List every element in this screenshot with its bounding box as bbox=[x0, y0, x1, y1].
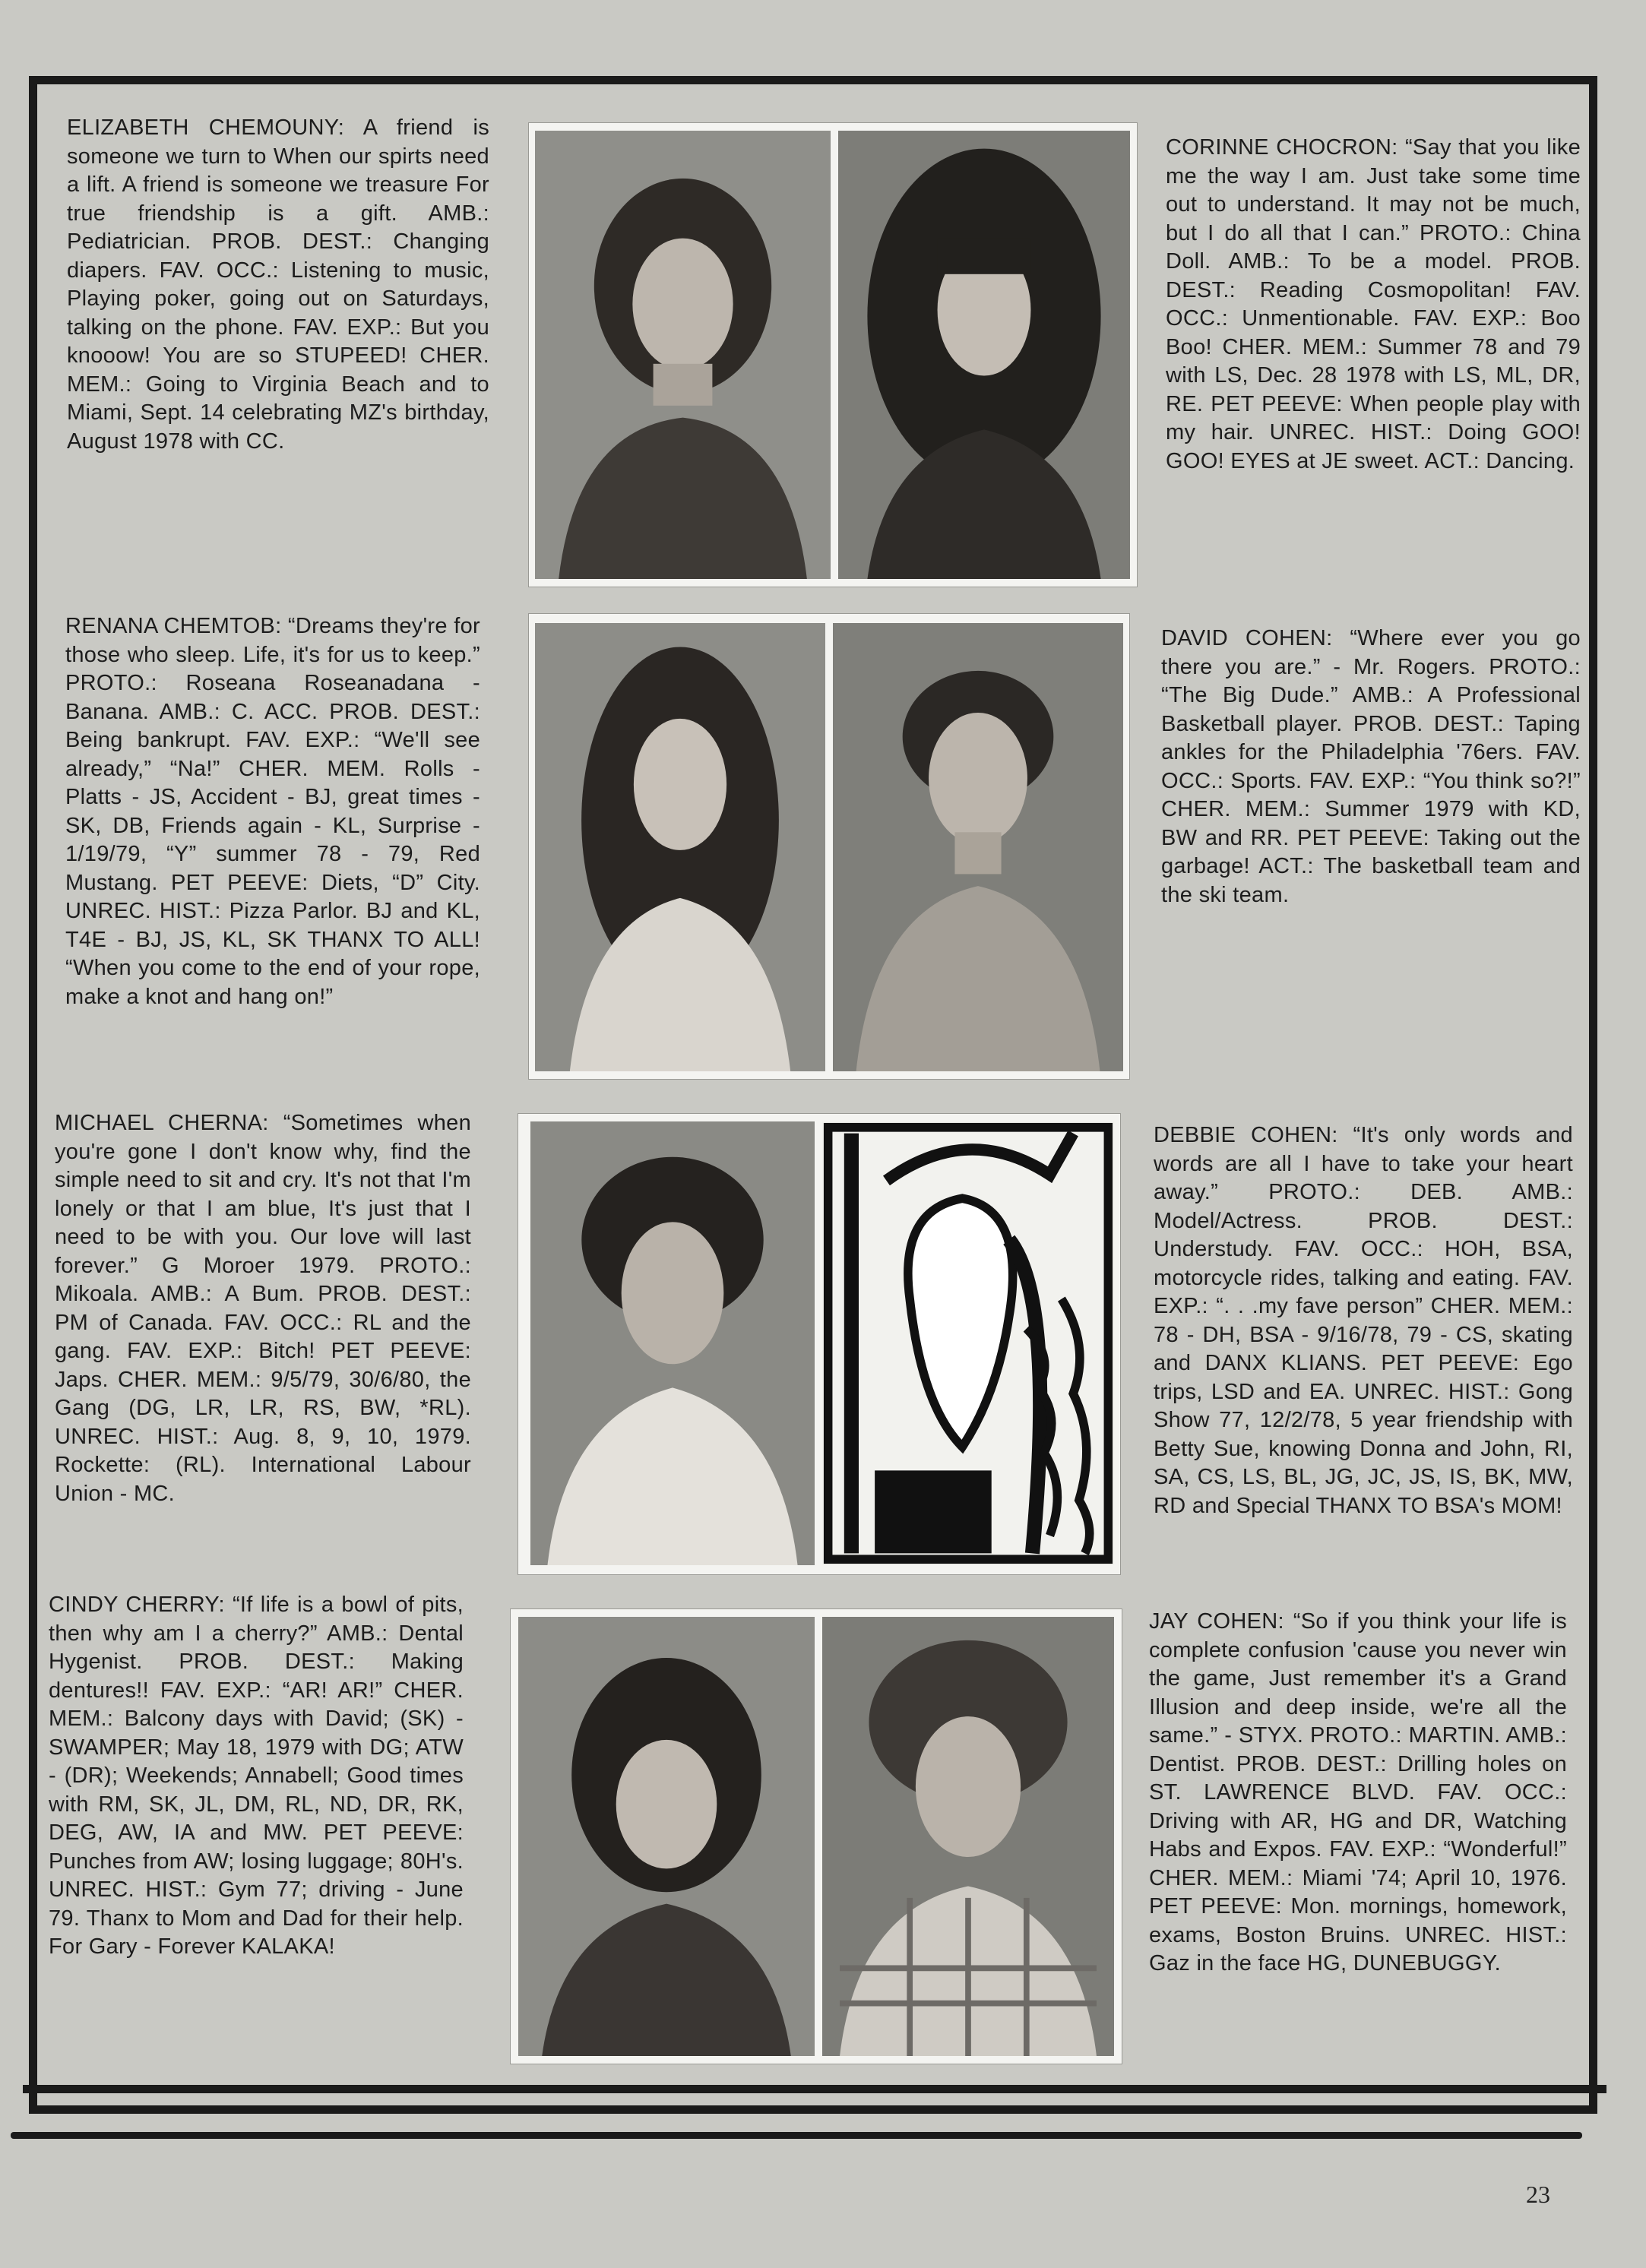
bio-renana-chemtob: RENANA CHEMTOB: “Dreams they're for those who sleep. Life, it's for us to keep.” PROTO.: Roseana Roseanadana - Banana. AMB.: C. ACC. PROB. DEST.: Being bankrupt. FAV. EXP.: “We'll see already,” “Na!” CHER. MEM. Rolls - Platts - JS, Accident - BJ, great times - SK, DB, Friends again - KL, Surprise - 1/19/79, “Y” summer 78 - 79, Red Mustang. PET PEEVE: Diets, “D” City. UNREC. HIST.: Pizza Parlor. BJ and KL, T4E - BJ, JS, KL, SK THANX TO ALL! “When you come to the end of your rope, make a knot and hang on!” bbox=[65, 614, 480, 1009]
bio-jay-cohen: JAY COHEN: “So if you think your life is complete confusion 'cause you never win the game, Just remember it's a Grand Illusion and deep inside, we're all the same.” - STYX. PROTO.: MARTIN. AMB.: Dentist. PROB. DEST.: Drilling holes on ST. LAWRENCE BLVD. FAV. OCC.: Driving with AR, HG and DR, Watching Habs and Expos. FAV. EXP.: “Wonderful!” CHER. MEM.: Miami '74; April 10, 1976. PET PEEVE: Mon. mornings, homework, exams, Boston Bruins. UNREC. HIST.: Gaz in the face HG, DUNEBUGGY. bbox=[1149, 1609, 1567, 1975]
portrait-photo-renana-chemtob bbox=[535, 623, 825, 1071]
bio-cindy-cherry: CINDY CHERRY: “If life is a bowl of pits, then why am I a cherry?” AMB.: Dental Hygenist. PROB. DEST.: Making dentures!! FAV. EXP.: “AR! AR!” CHER. MEM.: Balcony days with David; (SK) - SWAMPER; May 18, 1979 with DG; ATW - (DR); Weekends; Annabell; Good times with RM, SK, JL, DM, RL, ND, DR, RK, DEG, AW, IA and MW. PET PEEVE: Punches from AW; losing luggage; 80H's. UNREC. HIST.: Gym 77; driving - June 79. Thanx to Mom and Dad for their help. For Gary - Forever KALAKA! bbox=[49, 1593, 464, 1959]
portrait-photo-jay-cohen bbox=[822, 1617, 1114, 2056]
bio-corinne-chocron: CORINNE CHOCRON: “Say that you like me the way I am. Just take some time out to understand. It may not be much, but I do all that I can.” PROTO.: China Doll. AMB.: To be a model. PROB. DEST.: Reading Cosmopolitan! FAV. OCC.: Unmentionable. FAV. EXP.: Boo Boo! CHER. MEM.: Summer 78 and 79 with LS, Dec. 28 1978 with LS, ML, DR, RE. PET PEEVE: When people play with my hair. UNREC. HIST.: Doing GOO! GOO! EYES at JE sweet. ACT.: Dancing. bbox=[1166, 135, 1581, 473]
footer-rule bbox=[11, 2132, 1582, 2139]
portrait-photo-corinne-chocron bbox=[838, 131, 1130, 579]
portrait-photo-michael-cherna bbox=[530, 1121, 815, 1565]
footer-rule-thick bbox=[23, 2085, 1606, 2093]
bio-michael-cherna: MICHAEL CHERNA: “Sometimes when you're gone I don't know why, find the simple need to sit and cry. It's not that I'm lonely or that I am blue, It's just that I need to be with you. Our love will last forever.” G Moroer 1979. PROTO.: Mikoala. AMB.: A Bum. PROB. DEST.: PM of Canada. FAV. OCC.: RL and the gang. FAV. EXP.: Bitch! PET PEEVE: Japs. CHER. MEM.: 9/5/79, 30/6/80, the Gang (DG, LR, LR, RS, BW, *RL). UNREC. HIST.: Aug. 8, 9, 10, 1979. Rockette: (RL). International Labour Union - MC. bbox=[55, 1111, 471, 1506]
bio-david-cohen: DAVID COHEN: “Where ever you go there you are.” - Mr. Rogers. PROTO.: “The Big Dude.” AMB.: A Professional Basketball player. PROB. DEST.: Taping ankles for the Philadelphia '76ers. FAV. OCC.: Sports. FAV. EXP.: “You think so?!” CHER. MEM.: Summer 1979 with KD, BW and RR. PET PEEVE: Taking out the garbage! ACT.: The basketball team and the ski team. bbox=[1161, 626, 1581, 907]
photo-block-row-2 bbox=[529, 614, 1129, 1079]
portrait-photo-david-cohen bbox=[833, 623, 1123, 1071]
photo-block-row-4 bbox=[511, 1609, 1122, 2064]
photo-block-row-3 bbox=[518, 1114, 1120, 1574]
bio-debbie-cohen: DEBBIE COHEN: “It's only words and words are all I have to take your heart away.” PROTO.: DEB. AMB.: Model/Actress. PROB. DEST.: Understudy. FAV. OCC.: HOH, BSA, motorcycle rides, talking and eating. FAV. EXP.: “. . .my fave person” CHER. MEM.: 78 - DH, BSA - 9/16/78, 79 - CS, skating and DANX KLIANS. PET PEEVE: Ego trips, LSD and EA. UNREC. HIST.: Gong Show 77, 12/2/78, 5 year friendship with Betty Sue, knowing Donna and John, RI, SA, CS, LS, BL, JG, JC, JS, IS, BK, MW, RD and Special THANX TO BSA's MOM! bbox=[1154, 1123, 1573, 1518]
bio-elizabeth-chemouny: ELIZABETH CHEMOUNY: A friend is someone we turn to When our spirts need a lift. A friend is someone we treasure For true friendship is a gift. AMB.: Pediatrician. PROB. DEST.: Changing diapers. FAV. OCC.: Listening to music, Playing poker, going out on Saturdays, talking on the phone. FAV. EXP.: But you knooow! You are so STUPEED! CHER. MEM.: Going to Virginia Beach and to Miami, Sept. 14 celebrating MZ's birthday, August 1978 with CC. bbox=[67, 115, 489, 454]
portrait-photo-elizabeth-chemouny bbox=[535, 131, 831, 579]
artwork-image-debbie-cohen bbox=[822, 1121, 1114, 1565]
portrait-photo-cindy-cherry bbox=[518, 1617, 815, 2056]
photo-block-row-1 bbox=[529, 123, 1137, 587]
page-number: 23 bbox=[1526, 2181, 1550, 2208]
